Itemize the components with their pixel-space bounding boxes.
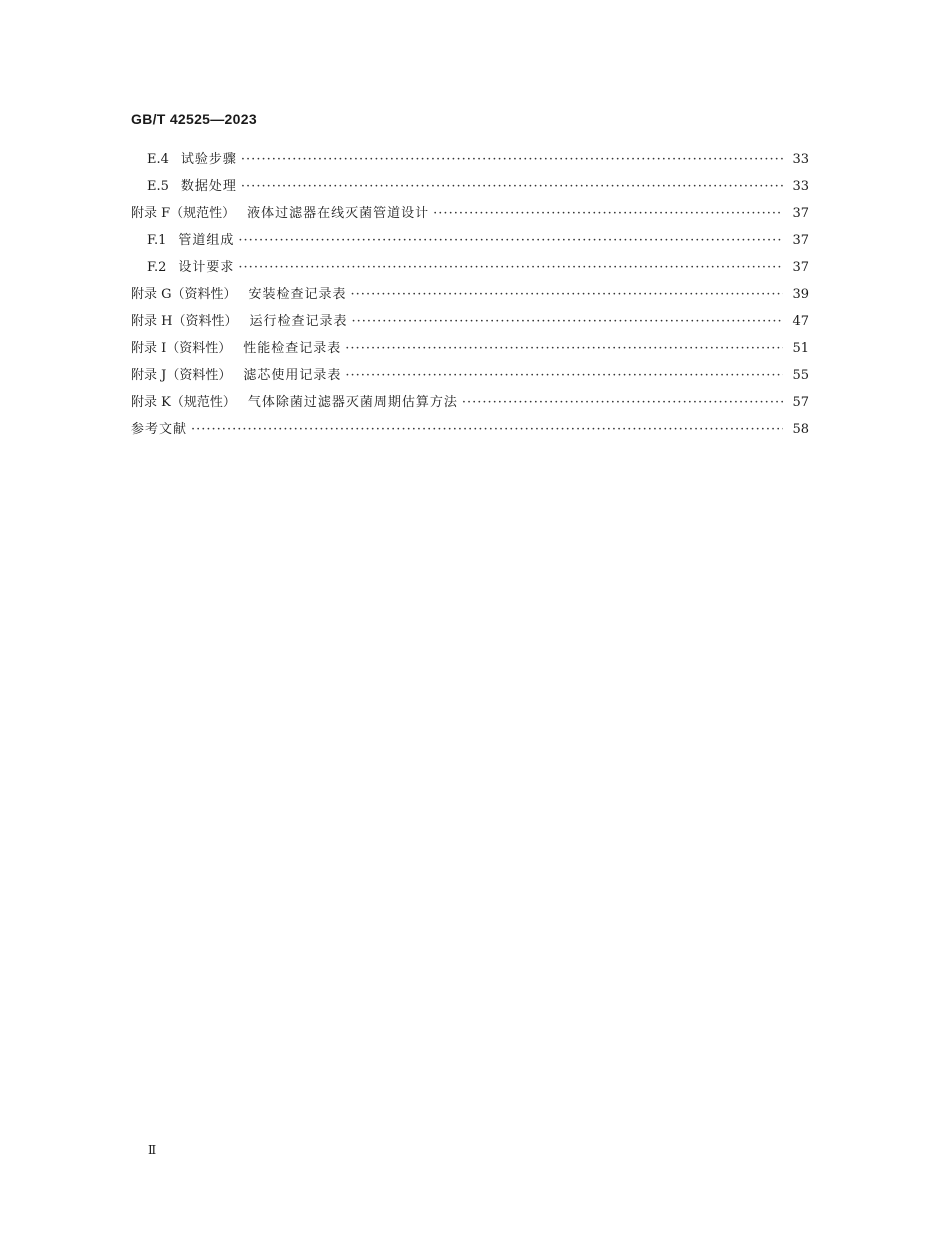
dot-leader xyxy=(191,420,783,440)
toc-entry-page: 57 xyxy=(792,395,809,410)
toc-entry[interactable] xyxy=(131,420,809,447)
toc-entry-title: 运行检查记录表 xyxy=(249,314,348,329)
toc-entry-page: 33 xyxy=(792,152,809,167)
toc-entry[interactable] xyxy=(131,177,809,204)
toc-entry-number: F.1 xyxy=(147,233,167,248)
toc-entry-page: 55 xyxy=(792,368,809,383)
toc-entry-page: 39 xyxy=(792,287,809,302)
table-of-contents xyxy=(131,150,809,447)
toc-entry[interactable] xyxy=(131,231,809,258)
standard-code-header: GB/T 42525—2023 xyxy=(131,111,257,127)
toc-entry-title: 气体除菌过滤器灭菌周期估算方法 xyxy=(247,395,458,410)
dot-leader xyxy=(351,285,783,305)
toc-entry[interactable] xyxy=(131,150,809,177)
toc-entry-number: 附录 K（规范性） xyxy=(131,395,236,410)
toc-entry-number: 附录 G（资料性） xyxy=(131,287,237,302)
toc-entry-number: E.5 xyxy=(147,179,169,194)
toc-entry[interactable] xyxy=(131,312,809,339)
toc-entry-page: 37 xyxy=(792,233,809,248)
dot-leader xyxy=(433,204,783,224)
toc-entry[interactable] xyxy=(131,285,809,312)
toc-entry-page: 33 xyxy=(792,179,809,194)
dot-leader xyxy=(241,177,783,197)
toc-entry[interactable] xyxy=(131,366,809,393)
dot-leader xyxy=(345,339,783,359)
dot-leader xyxy=(238,231,783,251)
dot-leader xyxy=(238,258,783,278)
toc-entry-number: 附录 I（资料性） xyxy=(131,341,232,356)
toc-entry-number: 附录 F（规范性） xyxy=(131,206,236,221)
toc-entry-page: 58 xyxy=(792,422,809,437)
toc-entry-title: 试验步骤 xyxy=(180,152,237,167)
toc-entry-title: 数据处理 xyxy=(180,179,237,194)
toc-entry-title: 管道组成 xyxy=(178,233,235,248)
toc-entry-number: E.4 xyxy=(147,152,169,167)
toc-entry[interactable] xyxy=(131,258,809,285)
toc-entry[interactable] xyxy=(131,204,809,231)
toc-entry-title: 滤芯使用记录表 xyxy=(243,368,342,383)
dot-leader xyxy=(241,150,783,170)
toc-entry[interactable] xyxy=(131,393,809,420)
toc-entry-title: 安装检查记录表 xyxy=(248,287,347,302)
toc-entry-title: 液体过滤器在线灭菌管道设计 xyxy=(247,206,430,221)
toc-entry-page: 37 xyxy=(792,260,809,275)
toc-entry[interactable] xyxy=(131,339,809,366)
toc-entry-page: 47 xyxy=(792,314,809,329)
toc-entry-title: 设计要求 xyxy=(178,260,235,275)
dot-leader xyxy=(345,366,783,386)
dot-leader xyxy=(462,393,783,413)
toc-entry-number: F.2 xyxy=(147,260,167,275)
toc-entry-title: 性能检查记录表 xyxy=(243,341,342,356)
toc-entry-page: 37 xyxy=(792,206,809,221)
toc-entry-number: 附录 H（资料性） xyxy=(131,314,238,329)
toc-entry-title: 参考文献 xyxy=(131,422,188,437)
page-number: Ⅱ xyxy=(148,1143,157,1157)
dot-leader xyxy=(352,312,784,332)
toc-entry-number: 附录 J（资料性） xyxy=(131,368,232,383)
toc-entry-page: 51 xyxy=(792,341,809,356)
